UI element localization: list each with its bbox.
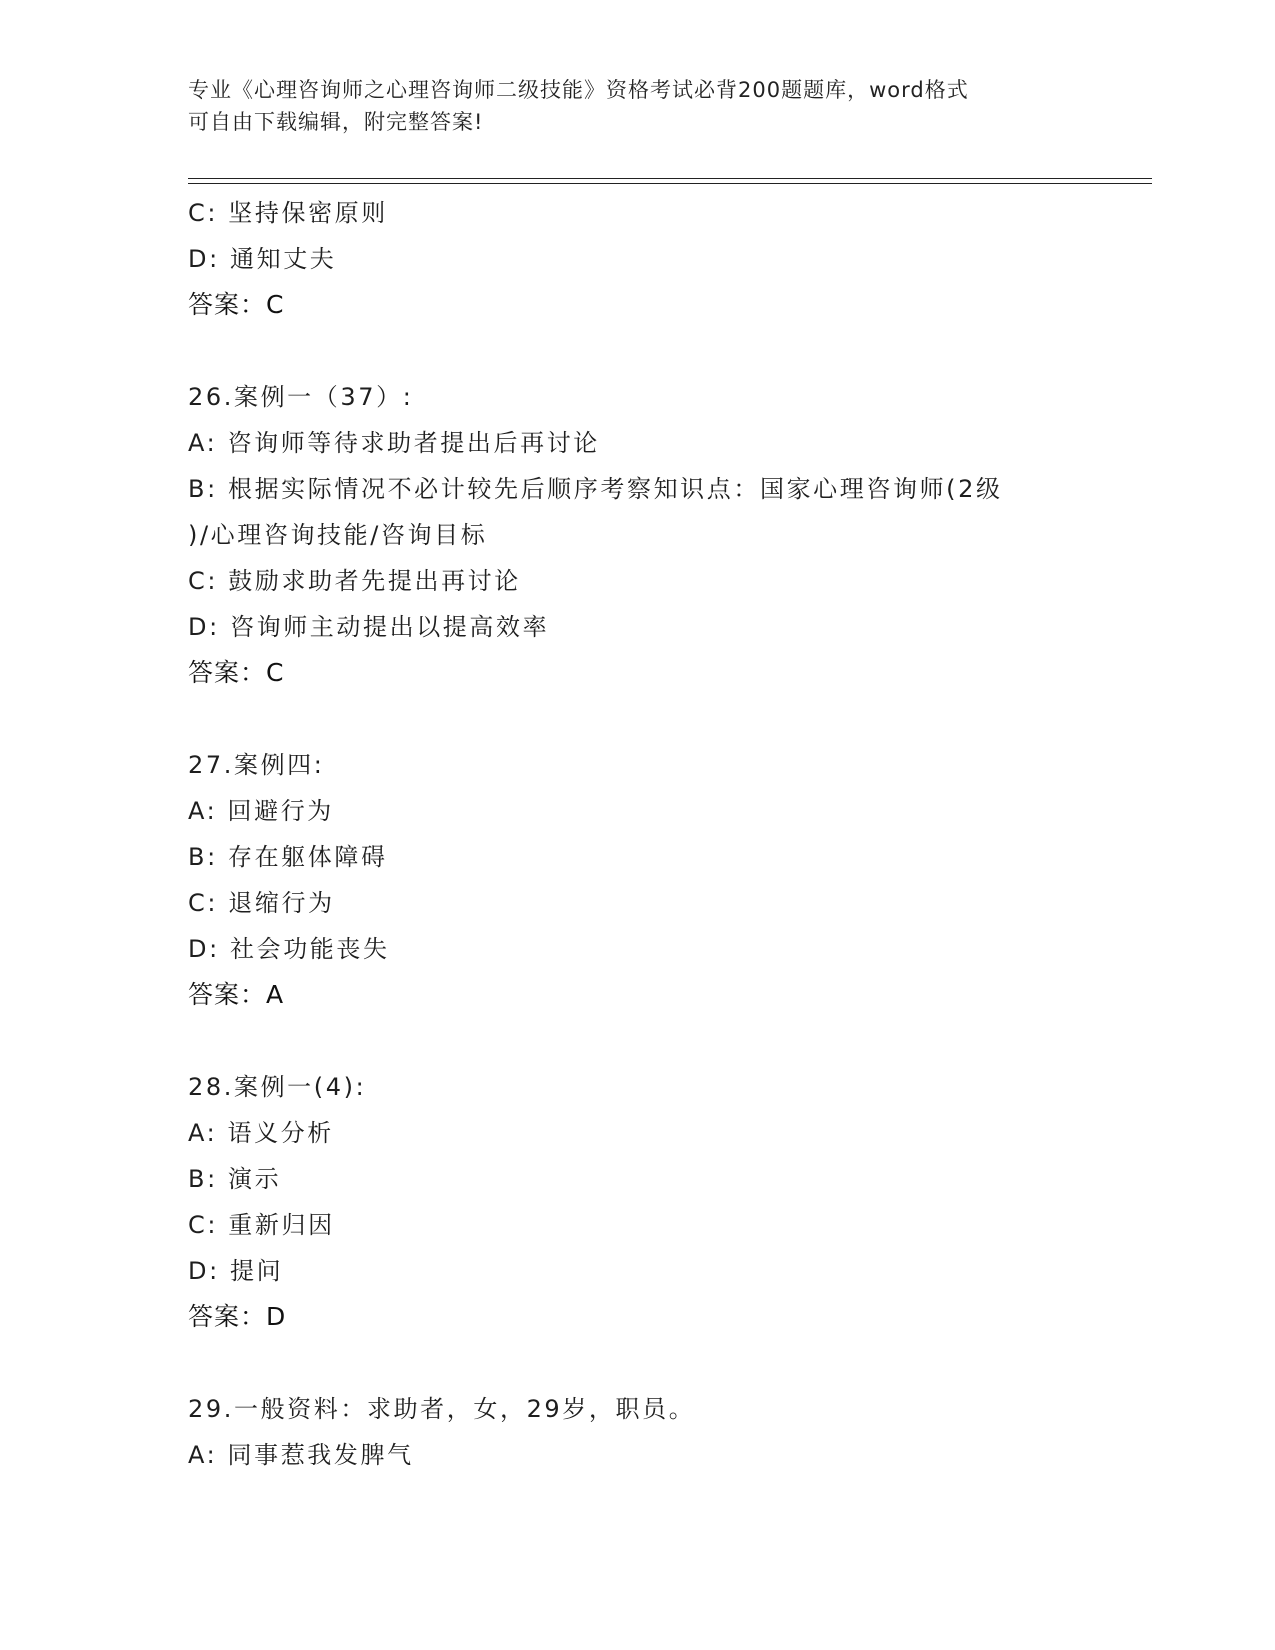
option-line: A: 语义分析 xyxy=(188,1119,334,1147)
blank-line xyxy=(188,1018,1152,1064)
option-line: B: 根据实际情况不必计较先后顺序考察知识点：国家心理咨询师(2级 xyxy=(188,475,1003,503)
option-line: D: 提问 xyxy=(188,1257,284,1285)
option-line: C: 坚持保密原则 xyxy=(188,199,388,227)
option-line: C: 重新归因 xyxy=(188,1211,335,1239)
document-header xyxy=(188,74,1088,138)
option-line: B: 演示 xyxy=(188,1165,282,1193)
header-line-2: 可自由下载编辑，附完整答案! xyxy=(188,110,484,134)
question-stem: 29.一般资料：求助者，女，29岁，职员。 xyxy=(188,1395,696,1423)
question-list xyxy=(188,190,1152,1478)
option-line: A: 咨询师等待求助者提出后再讨论 xyxy=(188,429,600,457)
blank-line xyxy=(188,696,1152,742)
option-line: C: 退缩行为 xyxy=(188,889,335,917)
answer-line: 答案：D xyxy=(188,1302,287,1331)
question-stem: 27.案例四: xyxy=(188,751,325,779)
option-line: D: 咨询师主动提出以提高效率 xyxy=(188,613,550,641)
header-line-1: 专业《心理咨询师之心理咨询师二级技能》资格考试必背200题题库，word格式 xyxy=(188,78,969,102)
header-divider-bottom xyxy=(188,183,1152,184)
option-line: )/心理咨询技能/咨询目标 xyxy=(188,521,488,549)
option-line: A: 同事惹我发脾气 xyxy=(188,1441,414,1469)
answer-line: 答案：A xyxy=(188,980,285,1009)
option-line: B: 存在躯体障碍 xyxy=(188,843,388,871)
question-stem: 26.案例一（37）: xyxy=(188,383,414,411)
option-line: D: 通知丈夫 xyxy=(188,245,337,273)
header-divider-top xyxy=(188,178,1152,179)
answer-line: 答案：C xyxy=(188,290,285,319)
option-line: C: 鼓励求助者先提出再讨论 xyxy=(188,567,521,595)
option-line: A: 回避行为 xyxy=(188,797,334,825)
question-stem: 28.案例一(4): xyxy=(188,1073,367,1101)
blank-line xyxy=(188,1340,1152,1386)
option-line: D: 社会功能丧失 xyxy=(188,935,390,963)
answer-line: 答案：C xyxy=(188,658,285,687)
blank-line xyxy=(188,328,1152,374)
